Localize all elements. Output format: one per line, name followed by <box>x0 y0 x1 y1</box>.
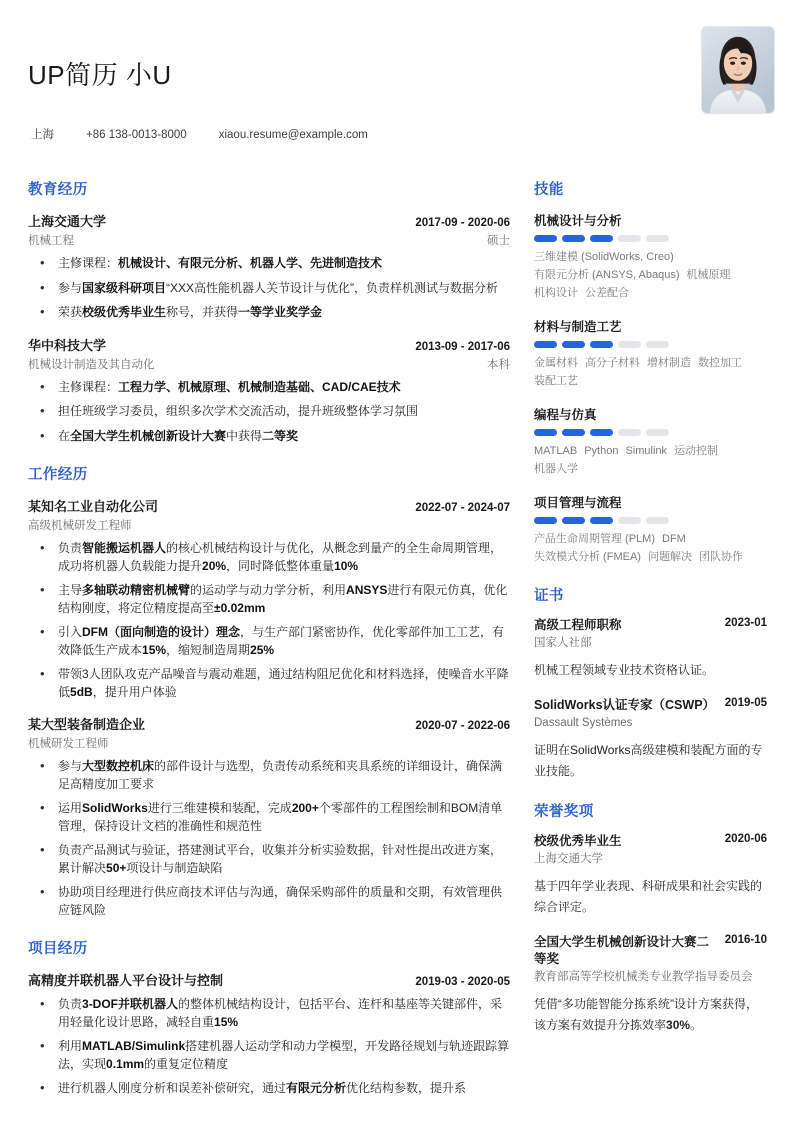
resume-header <box>0 0 799 160</box>
card-date: 2023-01 <box>724 617 767 629</box>
card-description: 机械工程领域专业技术资格认证。 <box>534 663 715 677</box>
skill-tag: 三维建模 (SolidWorks, Creo) <box>534 251 674 263</box>
skill-tag: 金属材料 <box>534 357 578 369</box>
entry-header-row <box>28 970 510 989</box>
entry-header-row <box>28 496 510 515</box>
bullet-item: • 负责3-DOF并联机器人的整体机械结构设计，包括平台、连杆和基座等关键部件，采用轻量化设计思路，减轻自重15% <box>28 996 510 1031</box>
skill-level-meter <box>534 341 767 348</box>
skill-pip-filled <box>590 235 613 242</box>
skill-pip-empty <box>618 341 641 348</box>
card-header-row <box>534 617 767 634</box>
bullet-list <box>28 758 510 919</box>
entry-date: 2017-09 - 2020-06 <box>415 217 510 229</box>
resume-entry <box>28 211 510 322</box>
card-header-row <box>534 833 767 850</box>
entry-role: 机械工程 <box>28 235 74 247</box>
skill-pip-empty <box>646 517 669 524</box>
skill-group-name: 机械设计与分析 <box>534 214 622 228</box>
skill-tag: 公差配合 <box>585 287 629 299</box>
skill-group-name: 编程与仿真 <box>534 408 597 422</box>
card-description: 凭借“多功能智能分拣系统”设计方案获得，该方案有效提升分拣效率30%。 <box>534 997 758 1032</box>
section-title-work: 工作经历 <box>28 467 88 483</box>
left-column <box>28 160 510 1111</box>
card-issuer: Dassault Systèmes <box>534 717 633 729</box>
bullet-list <box>28 996 510 1098</box>
skill-pip-empty <box>646 341 669 348</box>
bullet-item: • 负责智能搬运机器人的核心机械结构设计与优化，从概念到量产的全生命周期管理，成功将机器人负载能力提升20%，同时降低整体重量10% <box>28 540 510 575</box>
skill-pip-filled <box>562 429 585 436</box>
section-title-awards: 荣誉奖项 <box>534 804 594 820</box>
contact-email: xiaou.resume@example.com <box>218 129 368 141</box>
bullet-item: • 利用MATLAB/Simulink搭建机器人运动学和动力学模型，开发路径规划与轨迹跟踪算法，实现0.1mm的重复定位精度 <box>28 1038 510 1073</box>
skill-tag: 团队协作 <box>698 551 743 563</box>
certificate-list <box>534 617 767 782</box>
card-issuer: 国家人社部 <box>534 637 592 649</box>
skill-tag-list <box>534 248 767 302</box>
bullet-list <box>28 540 510 701</box>
entry-role: 高级机械研发工程师 <box>28 520 132 532</box>
bullet-item: • 负责产品测试与验证，搭建测试平台，收集并分析实验数据，针对性提出改进方案，累计解决50+项设计与制造缺陷 <box>28 842 510 877</box>
entry-role: 机械研发工程师 <box>28 738 109 750</box>
skill-tag-list <box>534 354 767 390</box>
entry-degree: 硕士 <box>487 235 510 247</box>
entry-sub-row <box>28 356 510 372</box>
contact-phone: +86 138-0013-8000 <box>86 129 187 141</box>
bullet-item: • 荣获校级优秀毕业生称号，并获得一等学业奖学金 <box>28 304 510 322</box>
entry-date: 2019-03 - 2020-05 <box>415 976 510 988</box>
right-column <box>524 160 767 1111</box>
skill-pip-filled <box>562 235 585 242</box>
contact-info <box>28 92 771 142</box>
entry-date: 2022-07 - 2024-07 <box>415 502 510 514</box>
award-list <box>534 833 767 1036</box>
award-card <box>534 833 767 918</box>
bullet-item: • 主导多轴联动精密机械臂的运动学与动力学分析，利用ANSYS进行有限元仿真，优化结构刚度，将定位精度提高至±0.02mm <box>28 582 510 617</box>
skill-tag: 装配工艺 <box>534 375 578 387</box>
entry-sub-row <box>28 517 510 533</box>
skill-group <box>534 317 767 390</box>
certificate-card <box>534 697 767 782</box>
skill-tag: 产品生命周期管理 (PLM) <box>534 533 655 545</box>
project-list <box>28 970 510 1098</box>
portrait-icon <box>702 27 774 113</box>
bullet-list <box>28 255 510 322</box>
skill-pip-filled <box>562 341 585 348</box>
entry-header-row <box>28 714 510 733</box>
entry-role: 机械设计制造及其自动化 <box>28 358 155 371</box>
skill-tag: 增材制造 <box>647 357 691 369</box>
bullet-item: • 参与大型数控机床的部件设计与选型，负责传动系统和夹具系统的详细设计，确保满足高精度加工要求 <box>28 758 510 793</box>
skill-group <box>534 493 767 566</box>
section-title-certificates: 证书 <box>534 588 564 604</box>
skill-pip-filled <box>534 429 557 436</box>
resume-entry <box>28 335 510 446</box>
page-title: UP简历 小U <box>28 60 172 90</box>
entry-date: 2013-09 - 2017-06 <box>415 340 510 353</box>
entry-organization: 华中科技大学 <box>28 337 107 353</box>
bullet-item: • 引入DFM（面向制造的设计）理念，与生产部门紧密协作，优化零部件加工工艺，有效降低生产成本15%，缩短制造周期25% <box>28 624 510 659</box>
bullet-item: • 主修课程：工程力学、机械原理、机械制造基础、CAD/CAE技术 <box>28 379 510 397</box>
skill-tag: 有限元分析 (ANSYS, Abaqus) <box>534 269 680 281</box>
skill-pip-filled <box>590 429 613 436</box>
entry-header-row <box>28 335 510 354</box>
entry-organization: 上海交通大学 <box>28 214 107 229</box>
card-date: 2016-10 <box>724 934 767 946</box>
skill-tag: 机构设计 <box>534 287 578 299</box>
work-list <box>28 496 510 919</box>
skill-tag: MATLAB <box>534 445 578 457</box>
card-title: 全国大学生机械创新设计大赛二等奖 <box>534 935 710 966</box>
skill-tag: 运动控制 <box>674 445 719 457</box>
skill-group <box>534 405 767 478</box>
resume-entry <box>28 714 510 919</box>
certificate-card <box>534 617 767 681</box>
bullet-item: • 带领3人团队攻克产品噪音与震动难题，通过结构阻尼优化和材料选择，使噪音水平降低5dB，提升用户体验 <box>28 666 510 701</box>
entry-header-row <box>28 211 510 230</box>
skill-group <box>534 211 767 302</box>
card-title: 校级优秀毕业生 <box>534 834 622 848</box>
skill-pip-filled <box>534 341 557 348</box>
skill-tag: 机器人学 <box>534 463 578 475</box>
section-title-education: 教育经历 <box>28 182 88 198</box>
award-card <box>534 934 767 1036</box>
skill-pip-empty <box>646 235 669 242</box>
card-header-row <box>534 697 767 714</box>
resume-entry <box>28 970 510 1098</box>
skill-pip-filled <box>534 517 557 524</box>
card-header-row <box>534 934 767 968</box>
contact-location: 上海 <box>31 129 54 141</box>
skill-level-meter <box>534 517 767 524</box>
skill-pip-filled <box>534 235 557 242</box>
section-title-skills: 技能 <box>534 182 564 198</box>
card-date: 2019-05 <box>724 697 767 709</box>
skill-tag: Python <box>584 445 619 457</box>
card-description: 证明在SolidWorks高级建模和装配方面的专业技能。 <box>534 743 763 778</box>
bullet-item: • 在全国大学生机械创新设计大赛中获得二等奖 <box>28 428 510 446</box>
skill-tag: 机械原理 <box>686 269 731 281</box>
bullet-item: • 主修课程：机械设计、有限元分析、机器人学、先进制造技术 <box>28 255 510 273</box>
skill-tag-list <box>534 530 767 566</box>
skill-tag: 高分子材料 <box>585 357 640 369</box>
skill-tag: DFM <box>662 533 686 545</box>
skills-list <box>534 211 767 566</box>
skill-tag: Simulink <box>625 445 668 457</box>
skill-group-name: 项目管理与流程 <box>534 496 622 510</box>
entry-organization: 某知名工业自动化公司 <box>28 499 159 514</box>
education-list <box>28 211 510 445</box>
resume-body <box>0 160 799 1111</box>
skill-tag: 数控加工 <box>698 357 742 369</box>
skill-level-meter <box>534 429 767 436</box>
resume-entry <box>28 496 510 701</box>
card-title: SolidWorks认证专家（CSWP） <box>534 698 716 712</box>
section-title-projects: 项目经历 <box>28 941 88 957</box>
card-description: 基于四年学业表现、科研成果和社会实践的综合评定。 <box>534 879 763 914</box>
skill-pip-filled <box>590 517 613 524</box>
card-issuer: 教育部高等学校机械类专业教学指导委员会 <box>534 971 753 983</box>
entry-degree: 本科 <box>487 358 510 371</box>
skill-pip-filled <box>562 517 585 524</box>
card-issuer: 上海交通大学 <box>534 853 603 865</box>
entry-date: 2020-07 - 2022-06 <box>415 720 510 732</box>
entry-sub-row <box>28 735 510 751</box>
skill-tag: 失效模式分析 (FMEA) <box>534 551 641 563</box>
skill-pip-empty <box>646 429 669 436</box>
entry-sub-row <box>28 232 510 248</box>
bullet-item: • 参与国家级科研项目“XXX高性能机器人关节设计与优化”，负责样机测试与数据分析 <box>28 280 510 298</box>
bullet-list <box>28 379 510 446</box>
skill-group-name: 材料与制造工艺 <box>534 320 622 334</box>
avatar <box>701 26 775 114</box>
entry-organization: 某大型装备制造企业 <box>28 717 146 732</box>
skill-pip-empty <box>618 429 641 436</box>
skill-pip-empty <box>618 517 641 524</box>
skill-tag-list <box>534 442 767 478</box>
skill-level-meter <box>534 235 767 242</box>
card-title: 高级工程师职称 <box>534 618 622 632</box>
card-date: 2020-06 <box>724 833 767 845</box>
entry-organization: 高精度并联机器人平台设计与控制 <box>28 973 224 988</box>
bullet-item: • 协助项目经理进行供应商技术评估与沟通，确保采购部件的质量和交期，有效管理供应链风险 <box>28 884 510 919</box>
skill-pip-empty <box>618 235 641 242</box>
bullet-item: • 担任班级学习委员，组织多次学术交流活动，提升班级整体学习氛围 <box>28 403 510 421</box>
bullet-item: • 进行机器人刚度分析和误差补偿研究，通过有限元分析优化结构参数，提升系 <box>28 1080 510 1098</box>
skill-tag: 问题解决 <box>647 551 692 563</box>
skill-pip-filled <box>590 341 613 348</box>
bullet-item: • 运用SolidWorks进行三维建模和装配，完成200+个零部件的工程图绘制和BOM清单管理，保持设计文档的准确性和规范性 <box>28 800 510 835</box>
